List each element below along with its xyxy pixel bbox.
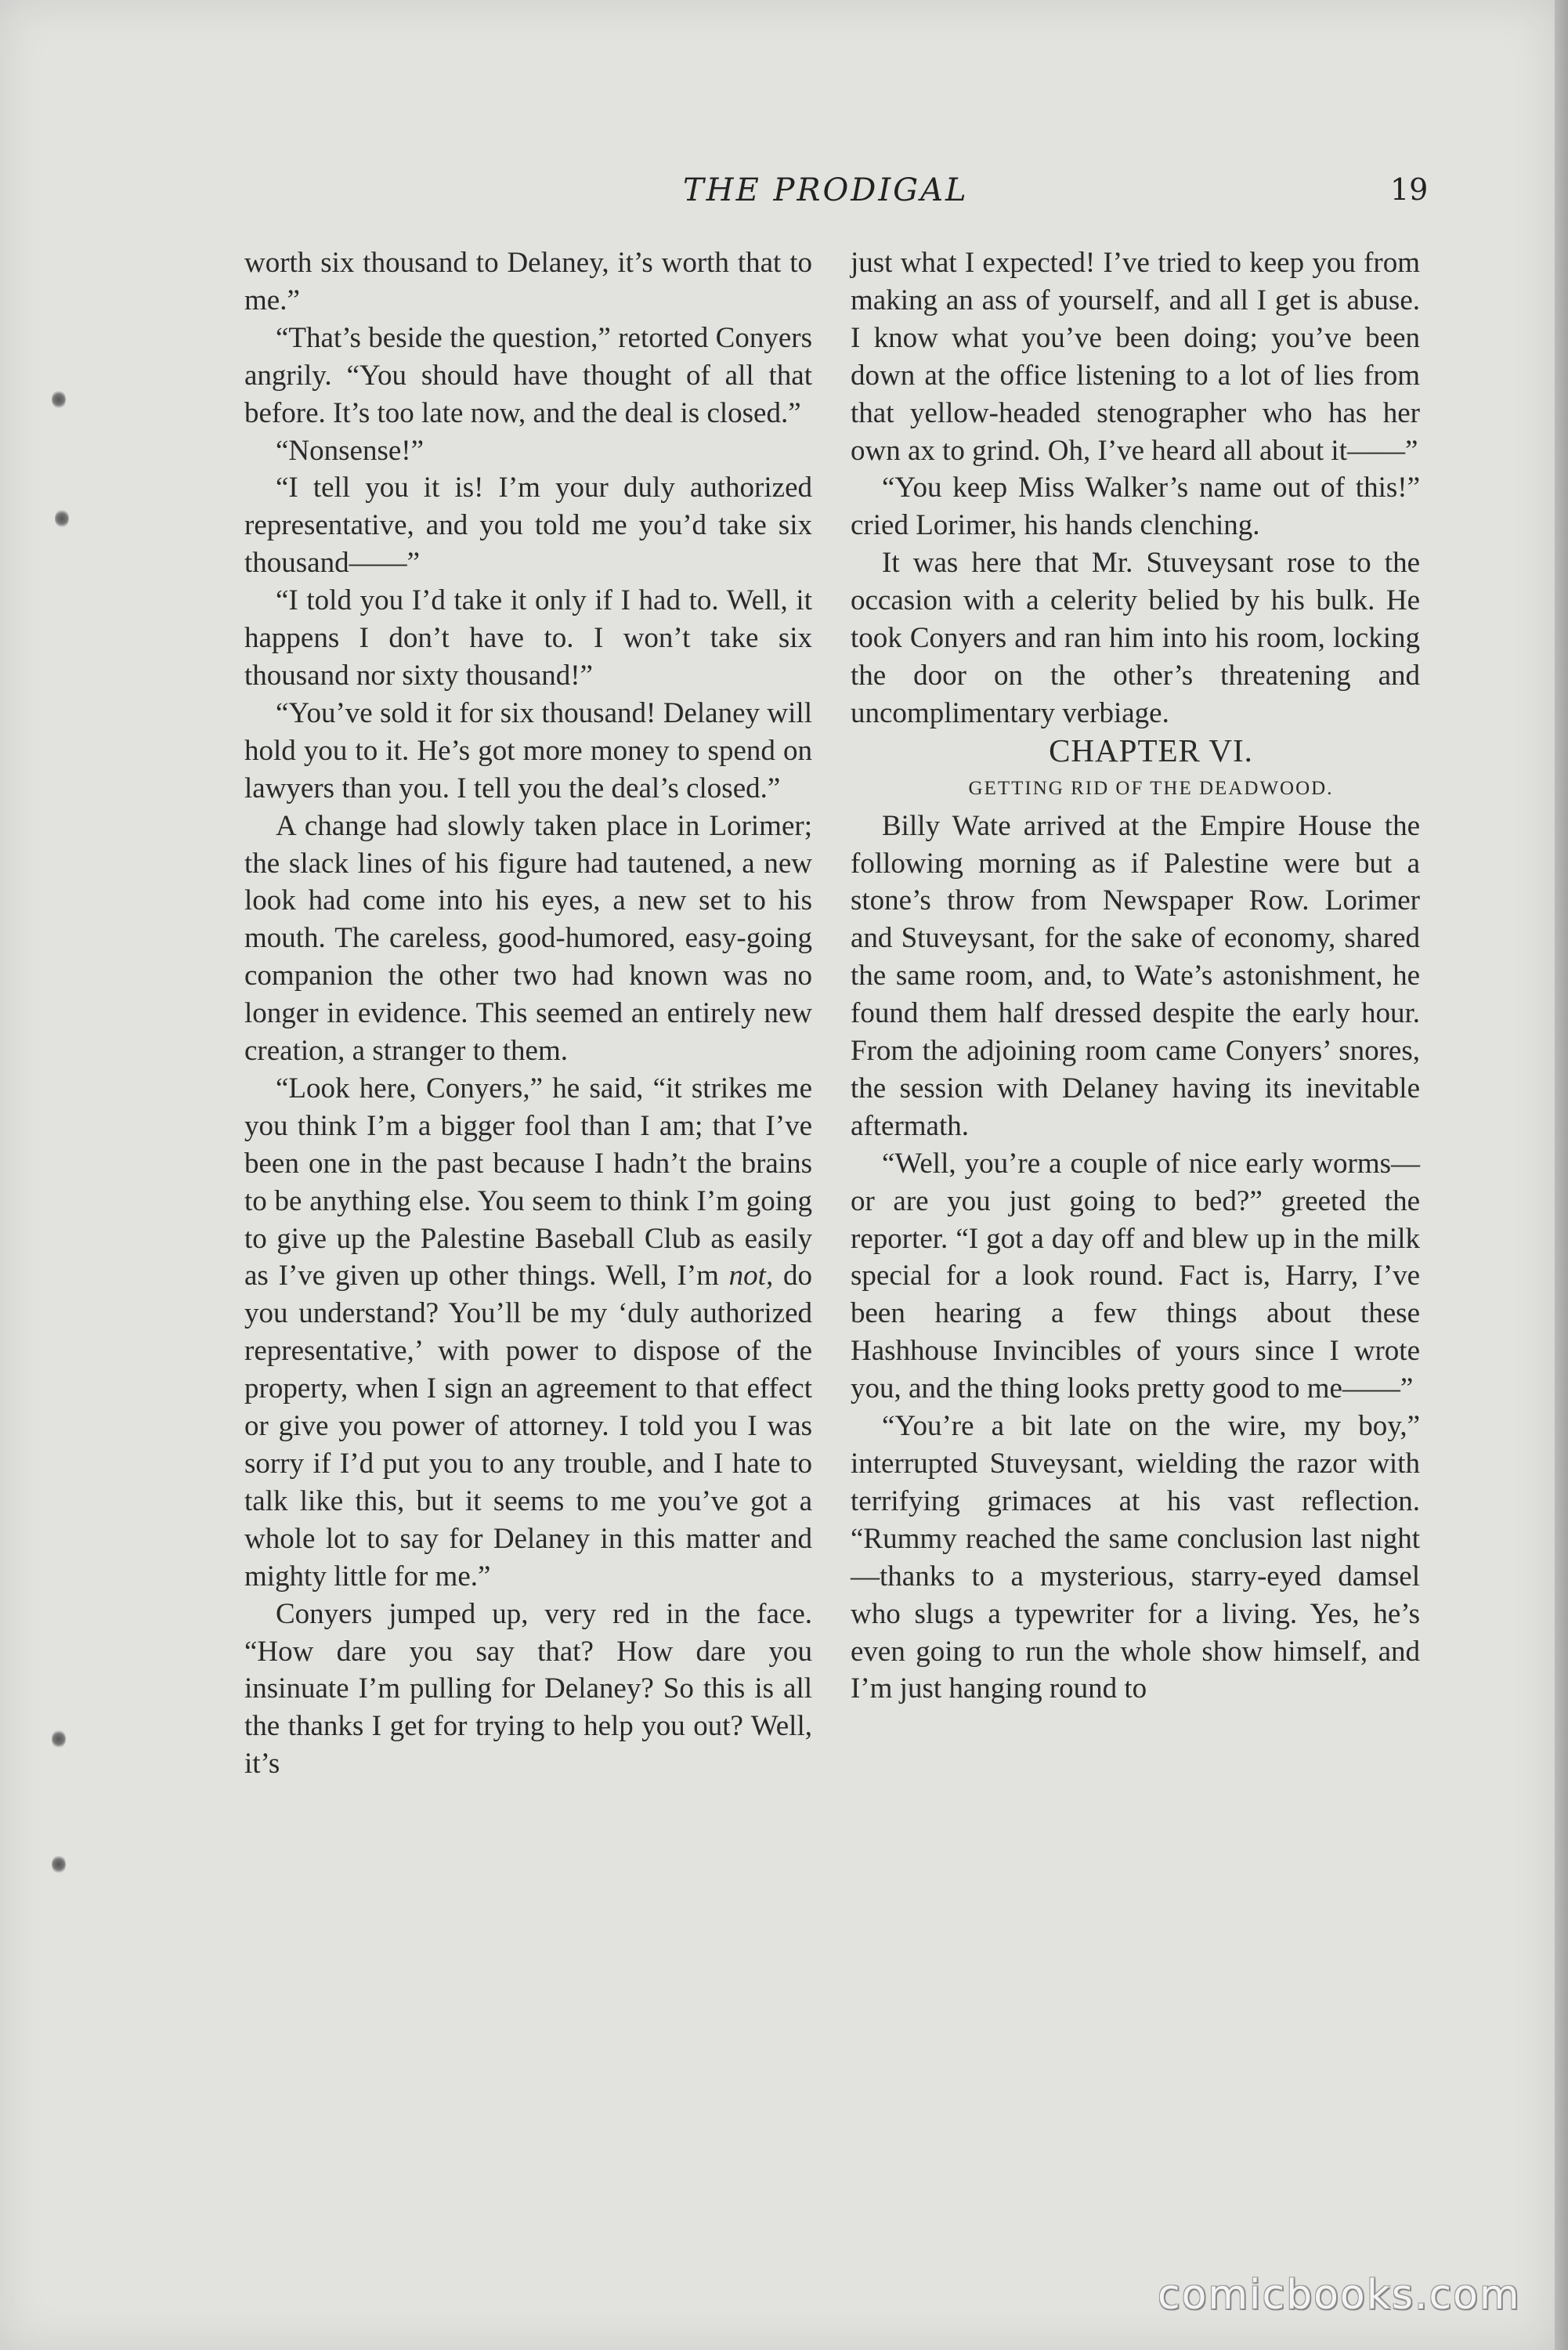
binding-hole (52, 1855, 66, 1874)
paragraph: worth six thousand to Delaney, it’s worth that to me.” (244, 247, 812, 316)
emphasized-word: not, (728, 1260, 774, 1292)
paragraph-text: do you understand? You’ll be my ‘duly authorized representative,’ with power to dispose of the property, when I sign an agreement to that effect or give you power of attorney. I told you I was sorry if I’d put you to any trouble, and I hate to talk like this, but it seems to me you’ve got a whole lot to say for Delaney in this matter and mighty little for me.” (244, 1260, 813, 1593)
paragraph: Billy Wate arrived at the Empire House the following morning as if Palestine were but a stone’s throw from Newspaper Row. Lorimer and Stuveysant, for the sake of economy, shared the same room, and, to Wate’s astonishment, he found them half dressed despite the early hour. From the adjoining room came Conyers’ snores, the session with Delaney having its inevitable aftermath. (851, 809, 1420, 1142)
paragraph-text: “Look here, Conyers,” he said, “it strikes me you think I’m a bigger fool than I am; that I’ve been one in the past because I hadn’t the brains to be anything else. You seem to think I’m going to give up the Palestine Baseball Club as easily as I’ve given up other things. Well, I’m (244, 1072, 812, 1292)
paragraph: A change had slowly taken place in Lorimer; the slack lines of his figure had tautened, a new look had come into his eyes, a new set to his mouth. The careless, good-humored, easy-going companion the other two had known was no longer in evidence. This seemed an entirely new creation, a stranger to them. (244, 809, 812, 1068)
paragraph: “You’ve sold it for six thousand! Delaney will hold you to it. He’s got more money to spend on lawyers than you. I tell you the deal’s closed.” (244, 696, 812, 804)
binding-hole (52, 390, 66, 409)
binding-hole (55, 509, 69, 528)
paragraph: Conyers jumped up, very red in the face. “How dare you say that? How dare you insinuate I’m pulling for Delaney? So this is all the thanks I get for trying to help you out? Well, it’s (244, 1597, 812, 1781)
running-title: THE PRODIGAL (683, 172, 969, 208)
page-header (0, 172, 1555, 219)
paragraph-with-emphasis (244, 1070, 812, 1596)
right-column (851, 244, 1420, 1708)
chapter-subtitle: GETTING RID OF THE DEADWOOD. (968, 777, 1334, 799)
paragraph: “I tell you it is! I’m your duly authorized representative, and you told me you’d take six thousand——” (244, 472, 812, 580)
paragraph: just what I expected! I’ve tried to keep you from making an ass of yourself, and all I get is abuse. I know what you’ve been doing; you’ve been down at the office listening to a lot of lies from that yellow-headed stenographer who has her own ax to grind. Oh, I’ve heard all about it——” (851, 247, 1420, 467)
binding-hole (52, 1730, 66, 1748)
paragraph: “That’s beside the question,” retorted Conyers angrily. “You should have thought of all that before. It’s too late now, and the deal is closed.” (244, 321, 812, 429)
paragraph: “Nonsense!” (276, 434, 425, 467)
paragraph: “You keep Miss Walker’s name out of this!” cried Lorimer, his hands clenching. (851, 472, 1420, 542)
page-number: 19 (1390, 172, 1429, 207)
paragraph: “Well, you’re a couple of nice early worms—or are you just going to bed?” greeted the reporter. “I got a day off and blew up in the milk special for a look round. Fact is, Harry, I’ve been hearing a few things about these Hashhouse Invincibles of yours since I wrote you, and the thing looks pretty good to me——” (851, 1147, 1420, 1405)
watermark: comicbooks.com (1158, 2272, 1521, 2319)
chapter-title: CHAPTER VI. (1049, 732, 1253, 768)
paragraph: “You’re a bit late on the wire, my boy,” interrupted Stuveysant, wielding the razor with terrifying grimaces at his vast reflection. “Rummy reached the same conclusion last night—thanks to a mysterious, starry-eyed damsel who slugs a typewriter for a living. Yes, he’s even going to run the whole show himself, and I’m just hanging round to (851, 1410, 1420, 1705)
left-column (244, 244, 812, 1783)
page-edge (1555, 0, 1568, 2350)
paragraph: “I told you I’d take it only if I had to. Well, it happens I don’t have to. I won’t take six thousand nor sixty thousand!” (244, 584, 812, 692)
paragraph: It was here that Mr. Stuveysant rose to the occasion with a celerity belied by his bulk. He took Conyers and ran him into his room, locking the door on the other’s threatening and uncomplimentary verbiage. (851, 547, 1420, 729)
